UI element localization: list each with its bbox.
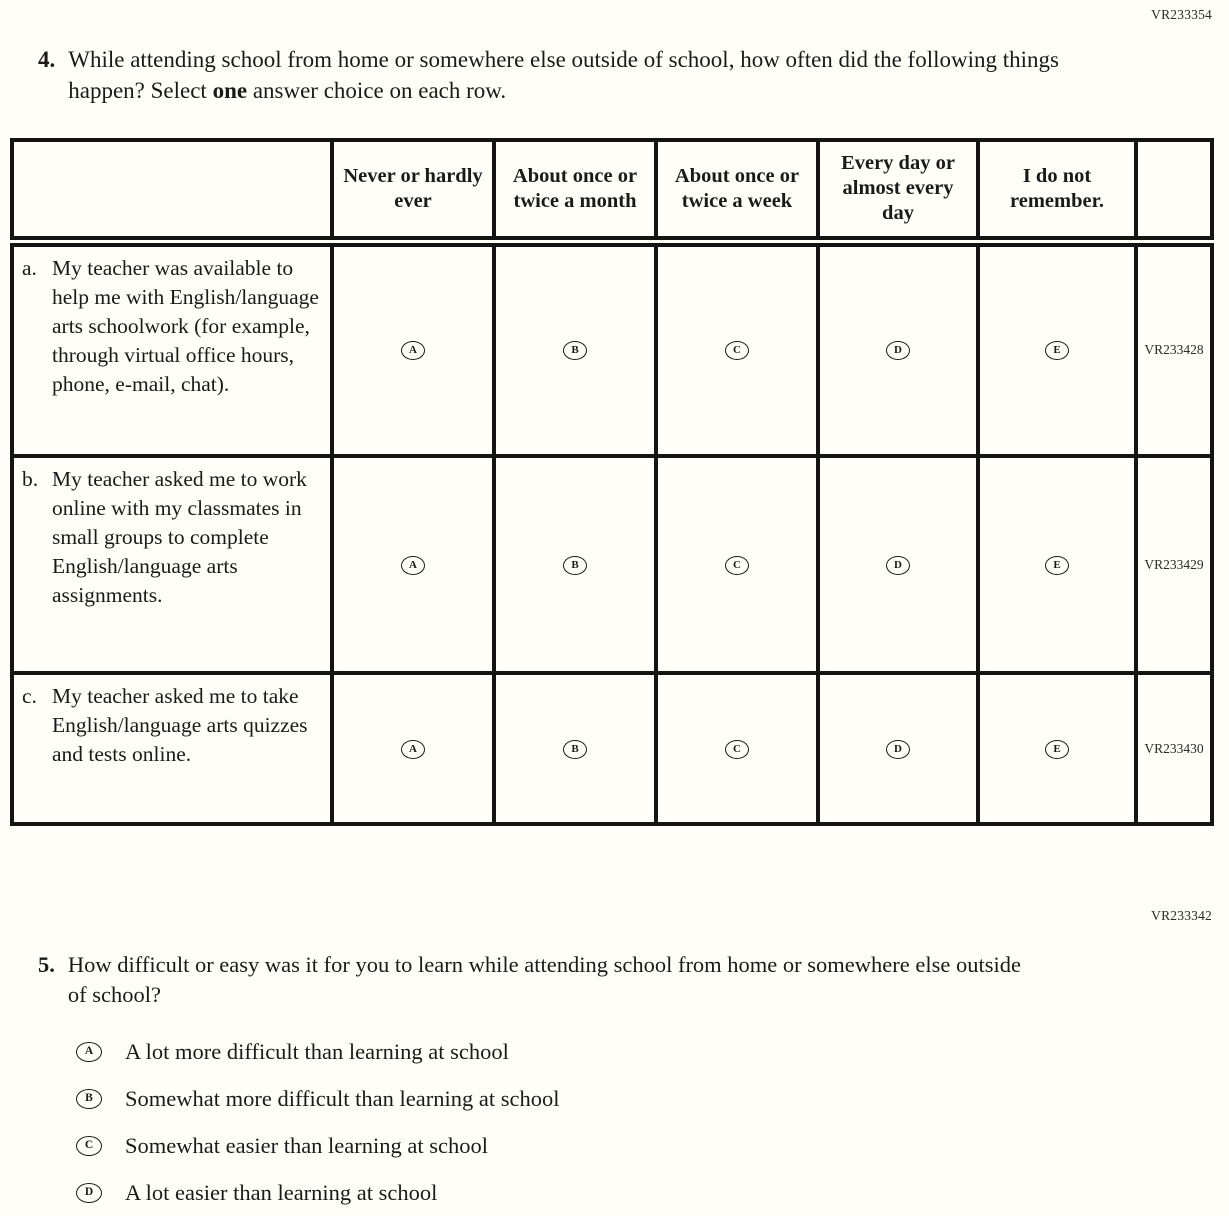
row-a-code-cell: [1136, 241, 1212, 456]
row-c-bubble-e[interactable]: E: [1045, 740, 1069, 759]
question-5: [38, 950, 1043, 1010]
row-c-bubble-b[interactable]: B: [563, 740, 587, 759]
page-code-mid-right: VR233342: [1151, 908, 1212, 923]
row-c-cell-never: [332, 673, 494, 824]
row-c-stem: My teacher asked me to take English/language arts quizzes and tests online.: [52, 684, 308, 766]
row-a-bubble-e[interactable]: E: [1045, 341, 1069, 360]
row-c-cell-once-week: [656, 673, 818, 824]
row-a-bubble-b[interactable]: B: [563, 341, 587, 360]
question-4-number: 4.: [38, 47, 56, 72]
row-a-cell-not-remember: [978, 241, 1136, 456]
question-4: [38, 44, 1078, 106]
row-b-bubble-a[interactable]: A: [401, 556, 425, 575]
row-b-cell-never: [332, 456, 494, 673]
matrix-header-never: Never or hardly ever: [332, 140, 494, 241]
row-b-cell-once-week: [656, 456, 818, 673]
row-a-vr-code: VR233428: [1144, 342, 1204, 358]
row-b-vr-code: VR233429: [1144, 556, 1204, 572]
row-a-cell-every-day: [818, 241, 978, 456]
question-5-bubble-a[interactable]: A: [76, 1042, 102, 1062]
question-5-number: 5.: [38, 952, 55, 977]
row-b-bubble-c[interactable]: C: [725, 556, 749, 575]
matrix-header-every-day: Every day or almost every day: [818, 140, 978, 241]
row-b-letter: b.: [22, 467, 39, 491]
row-c-stem-cell: [12, 673, 332, 824]
row-c-bubble-a[interactable]: A: [401, 740, 425, 759]
row-c-bubble-d[interactable]: D: [886, 740, 910, 759]
row-c-vr-code: VR233430: [1144, 740, 1204, 756]
row-a-cell-once-week: [656, 241, 818, 456]
matrix-header-once-week: About once or twice a week: [656, 140, 818, 241]
question-5-option-a-label: A lot more difficult than learning at school: [125, 1038, 509, 1064]
row-c-letter: c.: [22, 684, 37, 708]
question-5-option-c-label: Somewhat easier than learning at school: [125, 1132, 489, 1158]
row-b-stem: My teacher asked me to work online with my classmates in small groups to complete English/language arts assignments.: [52, 467, 307, 607]
matrix-header-not-remember: I do not remember.: [978, 140, 1136, 241]
question-5-option-d-label: A lot easier than learning at school: [125, 1179, 438, 1205]
matrix-header-once-month: About once or twice a month: [494, 140, 656, 241]
row-b-bubble-e[interactable]: E: [1045, 556, 1069, 575]
page-code-top-right: VR233354: [1151, 7, 1212, 22]
row-a-bubble-d[interactable]: D: [886, 341, 910, 360]
row-c-bubble-c[interactable]: C: [725, 740, 749, 759]
row-a-letter: a.: [22, 255, 37, 280]
matrix-header-code-blank: [1136, 140, 1212, 241]
row-c-cell-every-day: [818, 673, 978, 824]
matrix-row-a: [12, 241, 1212, 456]
question-5-options: [76, 1028, 559, 1216]
question-4-text: [68, 44, 1078, 106]
question-4-response-matrix: [10, 138, 1214, 826]
matrix-header-row: [12, 140, 1212, 241]
row-c-cell-not-remember: [978, 673, 1136, 824]
row-b-stem-cell: [12, 456, 332, 673]
question-4-text-post: answer choice on each row.: [247, 78, 507, 103]
question-4-text-pre: While attending school from home or somewhere else outside of school, how often did the following things happen? Select: [68, 47, 1059, 103]
row-b-cell-every-day: [818, 456, 978, 673]
question-5-bubble-d[interactable]: D: [76, 1183, 102, 1203]
row-c-cell-once-month: [494, 673, 656, 824]
question-5-option-b: [76, 1075, 559, 1122]
question-5-text: How difficult or easy was it for you to learn while attending school from home or somewhere else outside of school?: [67, 952, 1021, 1007]
question-5-option-b-label: Somewhat more difficult than learning at school: [125, 1085, 560, 1111]
question-5-option-d: [76, 1169, 559, 1216]
row-b-cell-not-remember: [978, 456, 1136, 673]
matrix-row-c: [12, 673, 1212, 824]
row-b-bubble-b[interactable]: B: [563, 556, 587, 575]
matrix-row-b: [12, 456, 1212, 673]
question-5-option-a: [76, 1028, 559, 1075]
matrix-header-stem-blank: [12, 140, 332, 241]
row-a-bubble-c[interactable]: C: [725, 341, 749, 360]
row-b-cell-once-month: [494, 456, 656, 673]
row-b-bubble-d[interactable]: D: [886, 556, 910, 575]
question-5-bubble-c[interactable]: C: [76, 1136, 102, 1156]
row-a-cell-never: [332, 241, 494, 456]
question-4-text-bold: one: [212, 78, 248, 103]
row-a-cell-once-month: [494, 241, 656, 456]
row-a-stem-cell: [12, 241, 332, 456]
row-b-code-cell: [1136, 456, 1212, 673]
question-5-bubble-b[interactable]: B: [76, 1089, 102, 1109]
question-5-option-c: [76, 1122, 559, 1169]
row-c-code-cell: [1136, 673, 1212, 824]
row-a-bubble-a[interactable]: A: [401, 341, 425, 360]
row-a-stem: My teacher was available to help me with English/language arts schoolwork (for example, through virtual office hours, phone, e-mail, chat).: [52, 255, 319, 396]
